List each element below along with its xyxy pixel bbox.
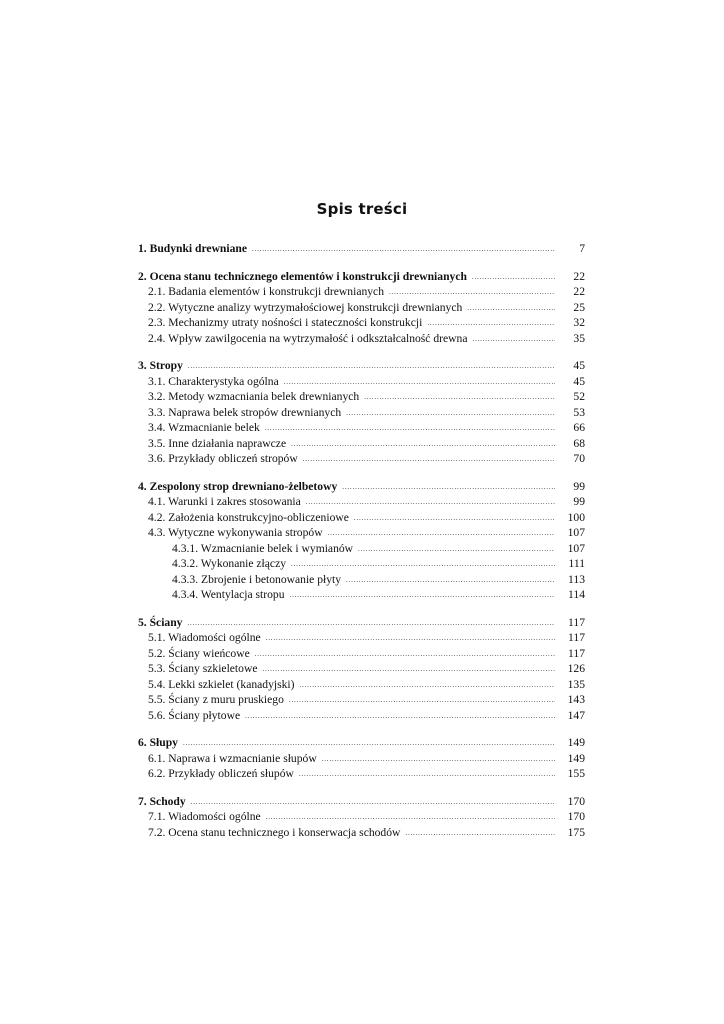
dot-leader [467,301,555,317]
toc-chapter-entry[interactable] [138,269,585,285]
dot-leader [290,588,555,604]
toc-page-number: 32 [573,316,585,329]
toc-entry-title: 5.2. Ściany wieńcowe [148,646,250,660]
dot-leader [389,285,555,301]
toc-section [138,479,585,603]
toc-page-number: 70 [573,452,585,465]
toc-entry-title: 6. Słupy [138,736,178,749]
toc-entry-title: 2. Ocena stanu technicznego elementów i konstrukcji drewnianych [138,269,467,283]
toc-chapter-entry[interactable] [138,358,585,374]
dot-leader [252,242,555,258]
toc-subsection-entry[interactable] [138,494,585,510]
toc-entry-title: 6.1. Naprawa i wzmacnianie słupów [148,751,317,765]
toc-entry-title: 3.6. Przykłady obliczeń stropów [148,452,298,465]
toc-page-number: 149 [567,736,585,749]
toc-entry-title: 5.1. Wiadomości ogólne [148,631,261,644]
toc-entry-title: 3.1. Charakterystyka ogólna [148,374,279,388]
toc-entry-title: 4.3.1. Wzmacnianie belek i wymianów [172,541,354,555]
dot-leader [346,573,555,589]
toc-page-number: 52 [573,390,585,403]
toc-subsection-entry[interactable] [138,510,585,526]
toc-entry-title: 7.1. Wiadomości ogólne [148,810,261,823]
toc-page-number: 45 [573,359,585,372]
toc-entry-title: 5.6. Ściany płytowe [148,708,241,722]
toc-page-number: 25 [573,300,585,314]
toc-section [138,269,585,347]
dot-leader [188,359,555,375]
dot-leader [284,375,555,391]
toc-subsection-entry[interactable] [138,300,585,316]
toc-subsection-entry[interactable] [138,661,585,677]
dot-leader [289,693,555,709]
dot-leader [354,511,555,527]
toc-chapter-entry[interactable] [138,241,585,257]
dot-leader [183,736,555,752]
dot-leader [346,406,555,422]
toc-page-number: 147 [567,708,585,722]
toc-entry-title: 5.3. Ściany szkieletowe [148,662,258,675]
table-of-contents [138,241,585,852]
toc-page-number: 111 [568,557,585,570]
dot-leader [303,452,555,468]
toc-page-number: 126 [567,662,585,675]
dot-leader [265,421,555,437]
toc-entry-title: 3.5. Inne działania naprawcze [148,436,287,450]
toc-subsection-entry[interactable] [138,374,585,390]
toc-section [138,735,585,782]
toc-entry-title: 5. Ściany [138,615,183,629]
dot-leader [266,810,555,826]
toc-subsection-entry[interactable] [138,809,585,825]
toc-page-number: 99 [573,479,585,493]
toc-page-number: 175 [567,825,585,839]
toc-entry-title: 2.2. Wytyczne analizy wytrzymałościowej konstrukcji drewnianych [148,300,463,314]
toc-page-number: 117 [568,615,585,629]
toc-page-number: 135 [567,677,585,691]
toc-entry-title: 1. Budynki drewniane [138,242,247,255]
toc-entry-title: 2.1. Badania elementów i konstrukcji drewnianych [148,285,384,298]
toc-page-number: 155 [567,767,585,780]
toc-entry-title: 4. Zespolony strop drewniano-żelbetowy [138,479,338,493]
toc-entry-title: 6.2. Przykłady obliczeń słupów [148,767,294,780]
toc-entry-title: 7. Schody [138,794,186,808]
toc-entry-title: 3.3. Naprawa belek stropów drewnianych [148,405,342,419]
dot-leader [322,752,555,768]
toc-page-number: 170 [567,794,585,808]
toc-page-number: 114 [568,588,585,601]
dot-leader [262,662,555,678]
toc-page-number: 117 [568,646,585,660]
toc-chapter-entry[interactable] [138,479,585,495]
toc-entry-title: 4.3.3. Zbrojenie i betonowanie płyty [172,572,342,586]
toc-subsection-entry[interactable] [138,331,585,347]
toc-page-number: 99 [573,495,585,508]
toc-section [138,615,585,724]
toc-entry-title: 4.1. Warunki i zakres stosowania [148,495,301,508]
toc-page-number: 143 [567,693,585,706]
dot-leader [291,437,555,453]
toc-subsection-entry[interactable] [138,451,585,467]
dot-leader [427,316,555,332]
toc-subsection-entry[interactable] [138,436,585,452]
page-title: Spis treści [316,200,408,218]
toc-entry-title: 7.2. Ocena stanu technicznego i konserwacja schodów [148,825,401,839]
toc-entry-title: 4.2. Założenia konstrukcyjno-obliczeniowe [148,510,349,524]
dot-leader [472,270,555,286]
dot-leader [291,557,555,573]
toc-subsubsection-entry[interactable] [138,572,585,588]
toc-page-number: 100 [567,510,585,524]
toc-subsection-entry[interactable] [138,420,585,436]
toc-subsection-entry[interactable] [138,284,585,300]
dot-leader [299,767,555,783]
toc-entry-title: 5.4. Lekki szkielet (kanadyjski) [148,677,295,691]
toc-entry-title: 4.3. Wytyczne wykonywania stropów [148,526,323,539]
toc-page-number: 117 [568,631,585,644]
toc-subsection-entry[interactable] [138,389,585,405]
toc-chapter-entry[interactable] [138,735,585,751]
toc-section [138,358,585,467]
toc-subsection-entry[interactable] [138,825,585,841]
toc-page-number: 68 [573,436,585,450]
dot-leader [306,495,555,511]
toc-subsubsection-entry[interactable] [138,587,585,603]
dot-leader [358,542,555,558]
toc-subsection-entry[interactable] [138,525,585,541]
dot-leader [300,678,556,694]
dot-leader [328,526,555,542]
toc-page-number: 107 [567,526,585,539]
toc-page-number: 170 [567,810,585,823]
toc-subsection-entry[interactable] [138,708,585,724]
toc-entry-title: 2.3. Mechanizmy utraty nośności i stateczności konstrukcji [148,316,423,329]
toc-subsubsection-entry[interactable] [138,541,585,557]
dot-leader [266,631,555,647]
toc-subsection-entry[interactable] [138,315,585,331]
toc-page-number: 22 [573,269,585,283]
toc-page-number: 45 [573,374,585,388]
dot-leader [472,332,555,348]
dot-leader [405,826,555,842]
toc-page-number: 113 [568,572,585,586]
toc-entry-title: 5.5. Ściany z muru pruskiego [148,693,284,706]
toc-subsection-entry[interactable] [138,692,585,708]
toc-page-number: 107 [567,541,585,555]
toc-subsection-entry[interactable] [138,751,585,767]
toc-entry-title: 3.4. Wzmacnianie belek [148,421,260,434]
dot-leader [364,390,555,406]
toc-entry-title: 2.4. Wpływ zawilgocenia na wytrzymałość i odkształcalność drewna [148,331,468,345]
toc-entry-title: 3.2. Metody wzmacniania belek drewnianych [148,390,360,403]
toc-page-number: 7 [579,242,585,255]
toc-entry-title: 3. Stropy [138,359,183,372]
toc-subsubsection-entry[interactable] [138,556,585,572]
dot-leader [187,616,555,632]
toc-entry-title: 4.3.2. Wykonanie złączy [172,557,287,570]
toc-page-number: 66 [573,421,585,434]
dot-leader [245,709,555,725]
toc-page-number: 149 [567,751,585,765]
toc-section [138,794,585,841]
toc-page-number: 53 [573,405,585,419]
toc-page-number: 35 [573,331,585,345]
toc-chapter-entry[interactable] [138,615,585,631]
toc-subsection-entry[interactable] [138,766,585,782]
toc-chapter-entry[interactable] [138,794,585,810]
toc-entry-title: 4.3.4. Wentylacja stropu [172,588,285,601]
toc-subsection-entry[interactable] [138,646,585,662]
dot-leader [342,480,555,496]
dot-leader [191,795,555,811]
toc-subsection-entry[interactable] [138,630,585,646]
toc-subsection-entry[interactable] [138,677,585,693]
toc-page-number: 22 [573,285,585,298]
toc-section [138,241,585,257]
dot-leader [255,647,555,663]
toc-subsection-entry[interactable] [138,405,585,421]
